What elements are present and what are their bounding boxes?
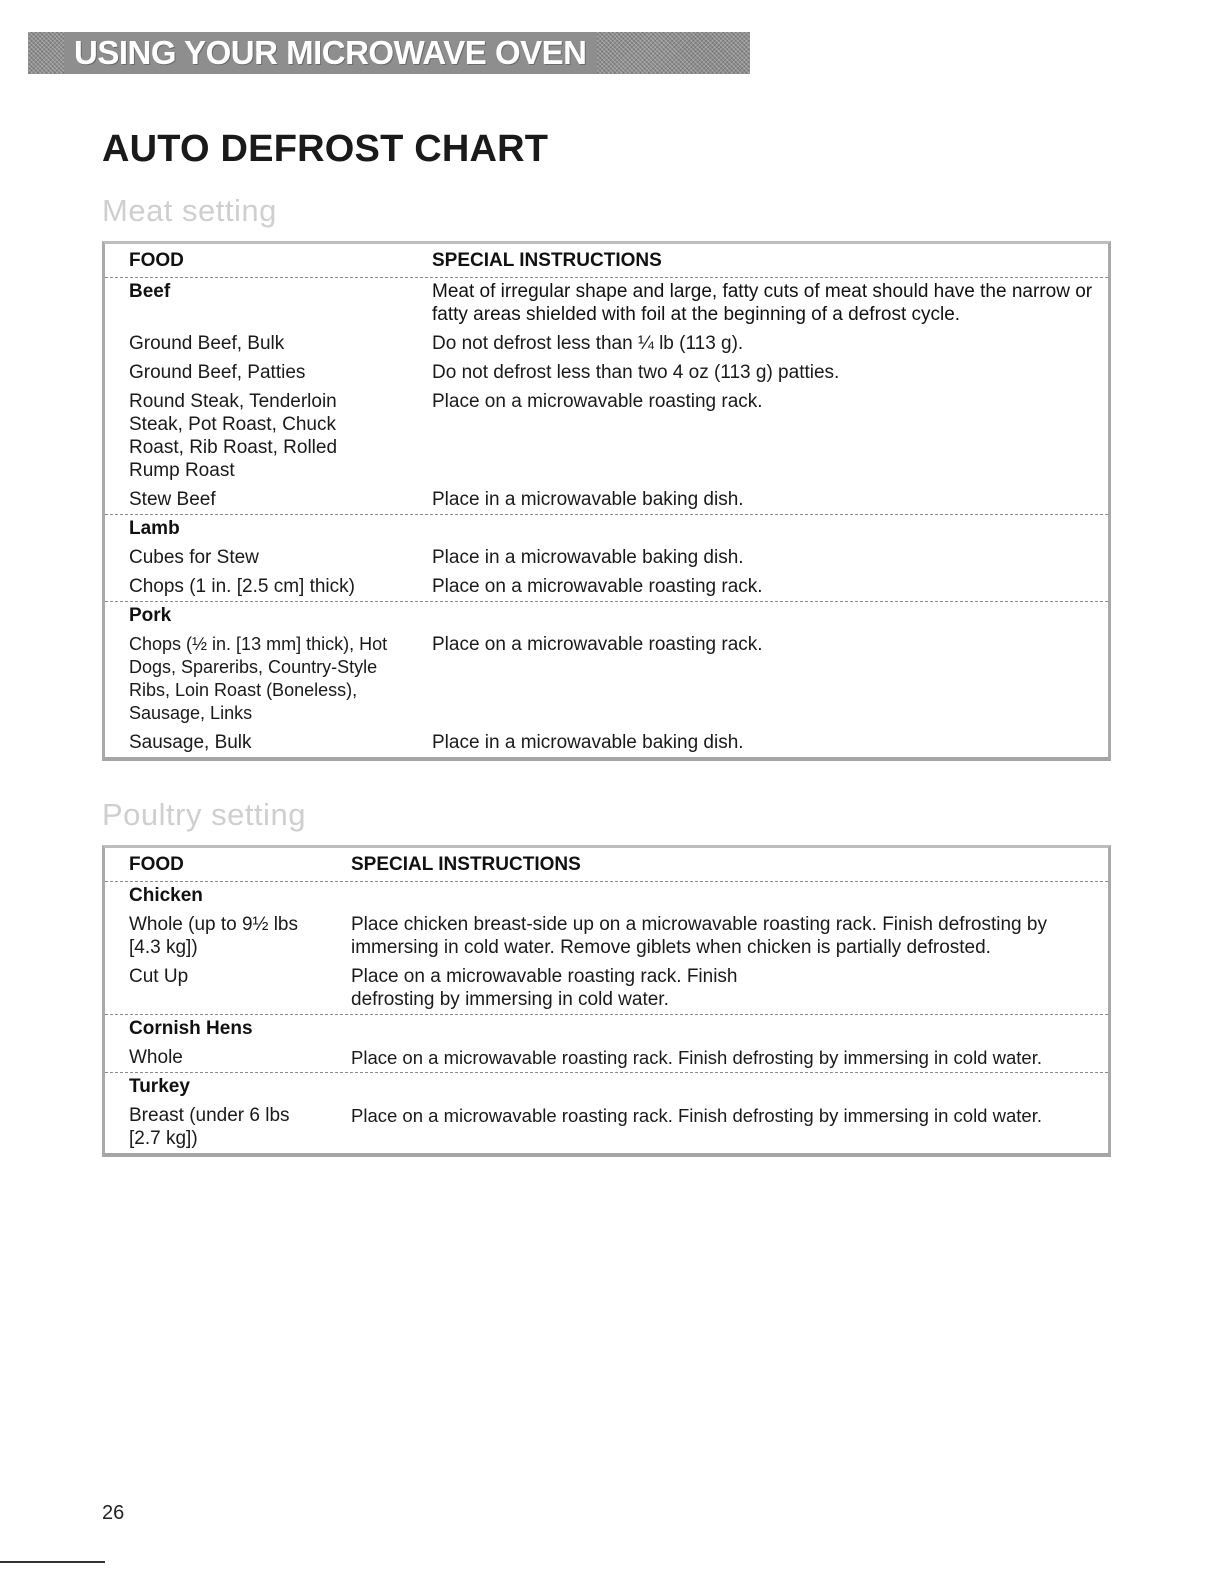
- poultry-instructions-column-header: SPECIAL INSTRUCTIONS: [351, 853, 581, 875]
- food-cell: Stew Beef: [129, 489, 216, 510]
- instruction-cell: Place on a microwavable roasting rack.: [432, 391, 763, 412]
- footer-rule: [0, 1561, 105, 1563]
- meat-food-column-header: FOOD: [129, 249, 184, 271]
- instruction-cell: Place on a microwavable roasting rack.: [432, 576, 763, 597]
- meat-setting-heading: Meat setting: [102, 193, 277, 228]
- poultry-food-column-header: FOOD: [129, 853, 184, 875]
- table-row: [105, 546, 1108, 569]
- table-row: [105, 1104, 1108, 1150]
- meat-group-lamb: [105, 515, 1108, 602]
- instruction-cell: Place chicken breast-side up on a microwavable roasting rack. Finish defrosting by immersing in cold water. Remove giblets when chicken is partially defrosted.: [351, 914, 1047, 958]
- instruction-cell: Do not defrost less than ¼ lb (113 g).: [432, 333, 744, 354]
- instruction-cell: Place on a microwavable roasting rack. Finish defrosting by immersing in cold water.: [351, 1105, 1042, 1126]
- food-cell: Breast (under 6 lbs [2.7 kg]): [129, 1105, 290, 1149]
- meat-instructions-column-header: SPECIAL INSTRUCTIONS: [432, 249, 662, 271]
- food-cell: Chops (½ in. [13 mm] thick), Hot Dogs, Spareribs, Country-Style Ribs, Loin Roast (Boneless), Sausage, Links: [129, 634, 388, 723]
- category-instruction: [351, 1075, 1108, 1098]
- instruction-cell: Place in a microwavable baking dish.: [432, 732, 744, 753]
- table-row: [105, 731, 1108, 754]
- food-cell: Whole (up to 9½ lbs [4.3 kg]): [129, 914, 298, 958]
- table-row: [105, 390, 1108, 482]
- category-instruction: [351, 1017, 1108, 1040]
- banner-text: USING YOUR MICROWAVE OVEN: [64, 32, 597, 74]
- page-title: AUTO DEFROST CHART: [102, 128, 549, 170]
- poultry-setting-heading: Poultry setting: [102, 797, 306, 832]
- food-cell: Ground Beef, Patties: [129, 362, 306, 383]
- poultry-group-turkey: [105, 1073, 1108, 1153]
- table-row: [105, 361, 1108, 384]
- category-row: [105, 517, 1108, 540]
- category-label: Cornish Hens: [129, 1018, 253, 1039]
- poultry-group-cornish-hens: [105, 1015, 1108, 1073]
- poultry-table-header: [105, 848, 1108, 882]
- category-row: [105, 604, 1108, 627]
- food-cell: Chops (1 in. [2.5 cm] thick): [129, 576, 355, 597]
- category-label: Pork: [129, 605, 172, 626]
- category-instruction: [432, 604, 1108, 627]
- meat-table-header: [105, 244, 1108, 278]
- category-row: [105, 884, 1108, 907]
- table-row: [105, 913, 1108, 959]
- category-instruction: [432, 517, 1108, 540]
- food-cell: Whole: [129, 1047, 183, 1068]
- category-label: Lamb: [129, 518, 180, 539]
- poultry-defrost-table: [102, 845, 1111, 1157]
- food-cell: Round Steak, Tenderloin Steak, Pot Roast, Chuck Roast, Rib Roast, Rolled Rump Roast: [129, 391, 338, 481]
- instruction-cell: Place on a microwavable roasting rack. Finish defrosting by immersing in cold water.: [351, 1047, 1042, 1068]
- section-banner: [28, 32, 750, 74]
- category-label: Beef: [129, 281, 171, 302]
- instruction-cell: Place in a microwavable baking dish.: [432, 489, 744, 510]
- instruction-cell: Place on a microwavable roasting rack. Finish defrosting by immersing in cold water.: [351, 966, 738, 1010]
- food-cell: Cut Up: [129, 966, 189, 987]
- instruction-cell: Place in a microwavable baking dish.: [432, 547, 744, 568]
- table-row: [105, 575, 1108, 598]
- table-row: [105, 633, 1108, 725]
- category-instruction: [351, 884, 1108, 907]
- meat-group-beef: [105, 278, 1108, 515]
- instruction-cell: Place on a microwavable roasting rack.: [432, 634, 763, 655]
- meat-defrost-table: [102, 241, 1111, 761]
- category-instruction: Meat of irregular shape and large, fatty cuts of meat should have the narrow or fatty areas shielded with foil at the beginning of a defrost cycle.: [432, 281, 1093, 325]
- table-row: [105, 965, 1108, 1011]
- category-label: Turkey: [129, 1076, 190, 1097]
- table-row: [105, 1046, 1108, 1069]
- category-label: Chicken: [129, 885, 203, 906]
- table-row: [105, 488, 1108, 511]
- category-row: [105, 1075, 1108, 1098]
- meat-group-pork: [105, 602, 1108, 757]
- food-cell: Sausage, Bulk: [129, 732, 252, 753]
- poultry-group-chicken: [105, 882, 1108, 1015]
- page-number: 26: [102, 1502, 125, 1524]
- food-cell: Ground Beef, Bulk: [129, 333, 285, 354]
- instruction-cell: Do not defrost less than two 4 oz (113 g) patties.: [432, 362, 840, 383]
- table-row: [105, 332, 1108, 355]
- food-cell: Cubes for Stew: [129, 547, 259, 568]
- category-row: [105, 280, 1108, 326]
- category-row: [105, 1017, 1108, 1040]
